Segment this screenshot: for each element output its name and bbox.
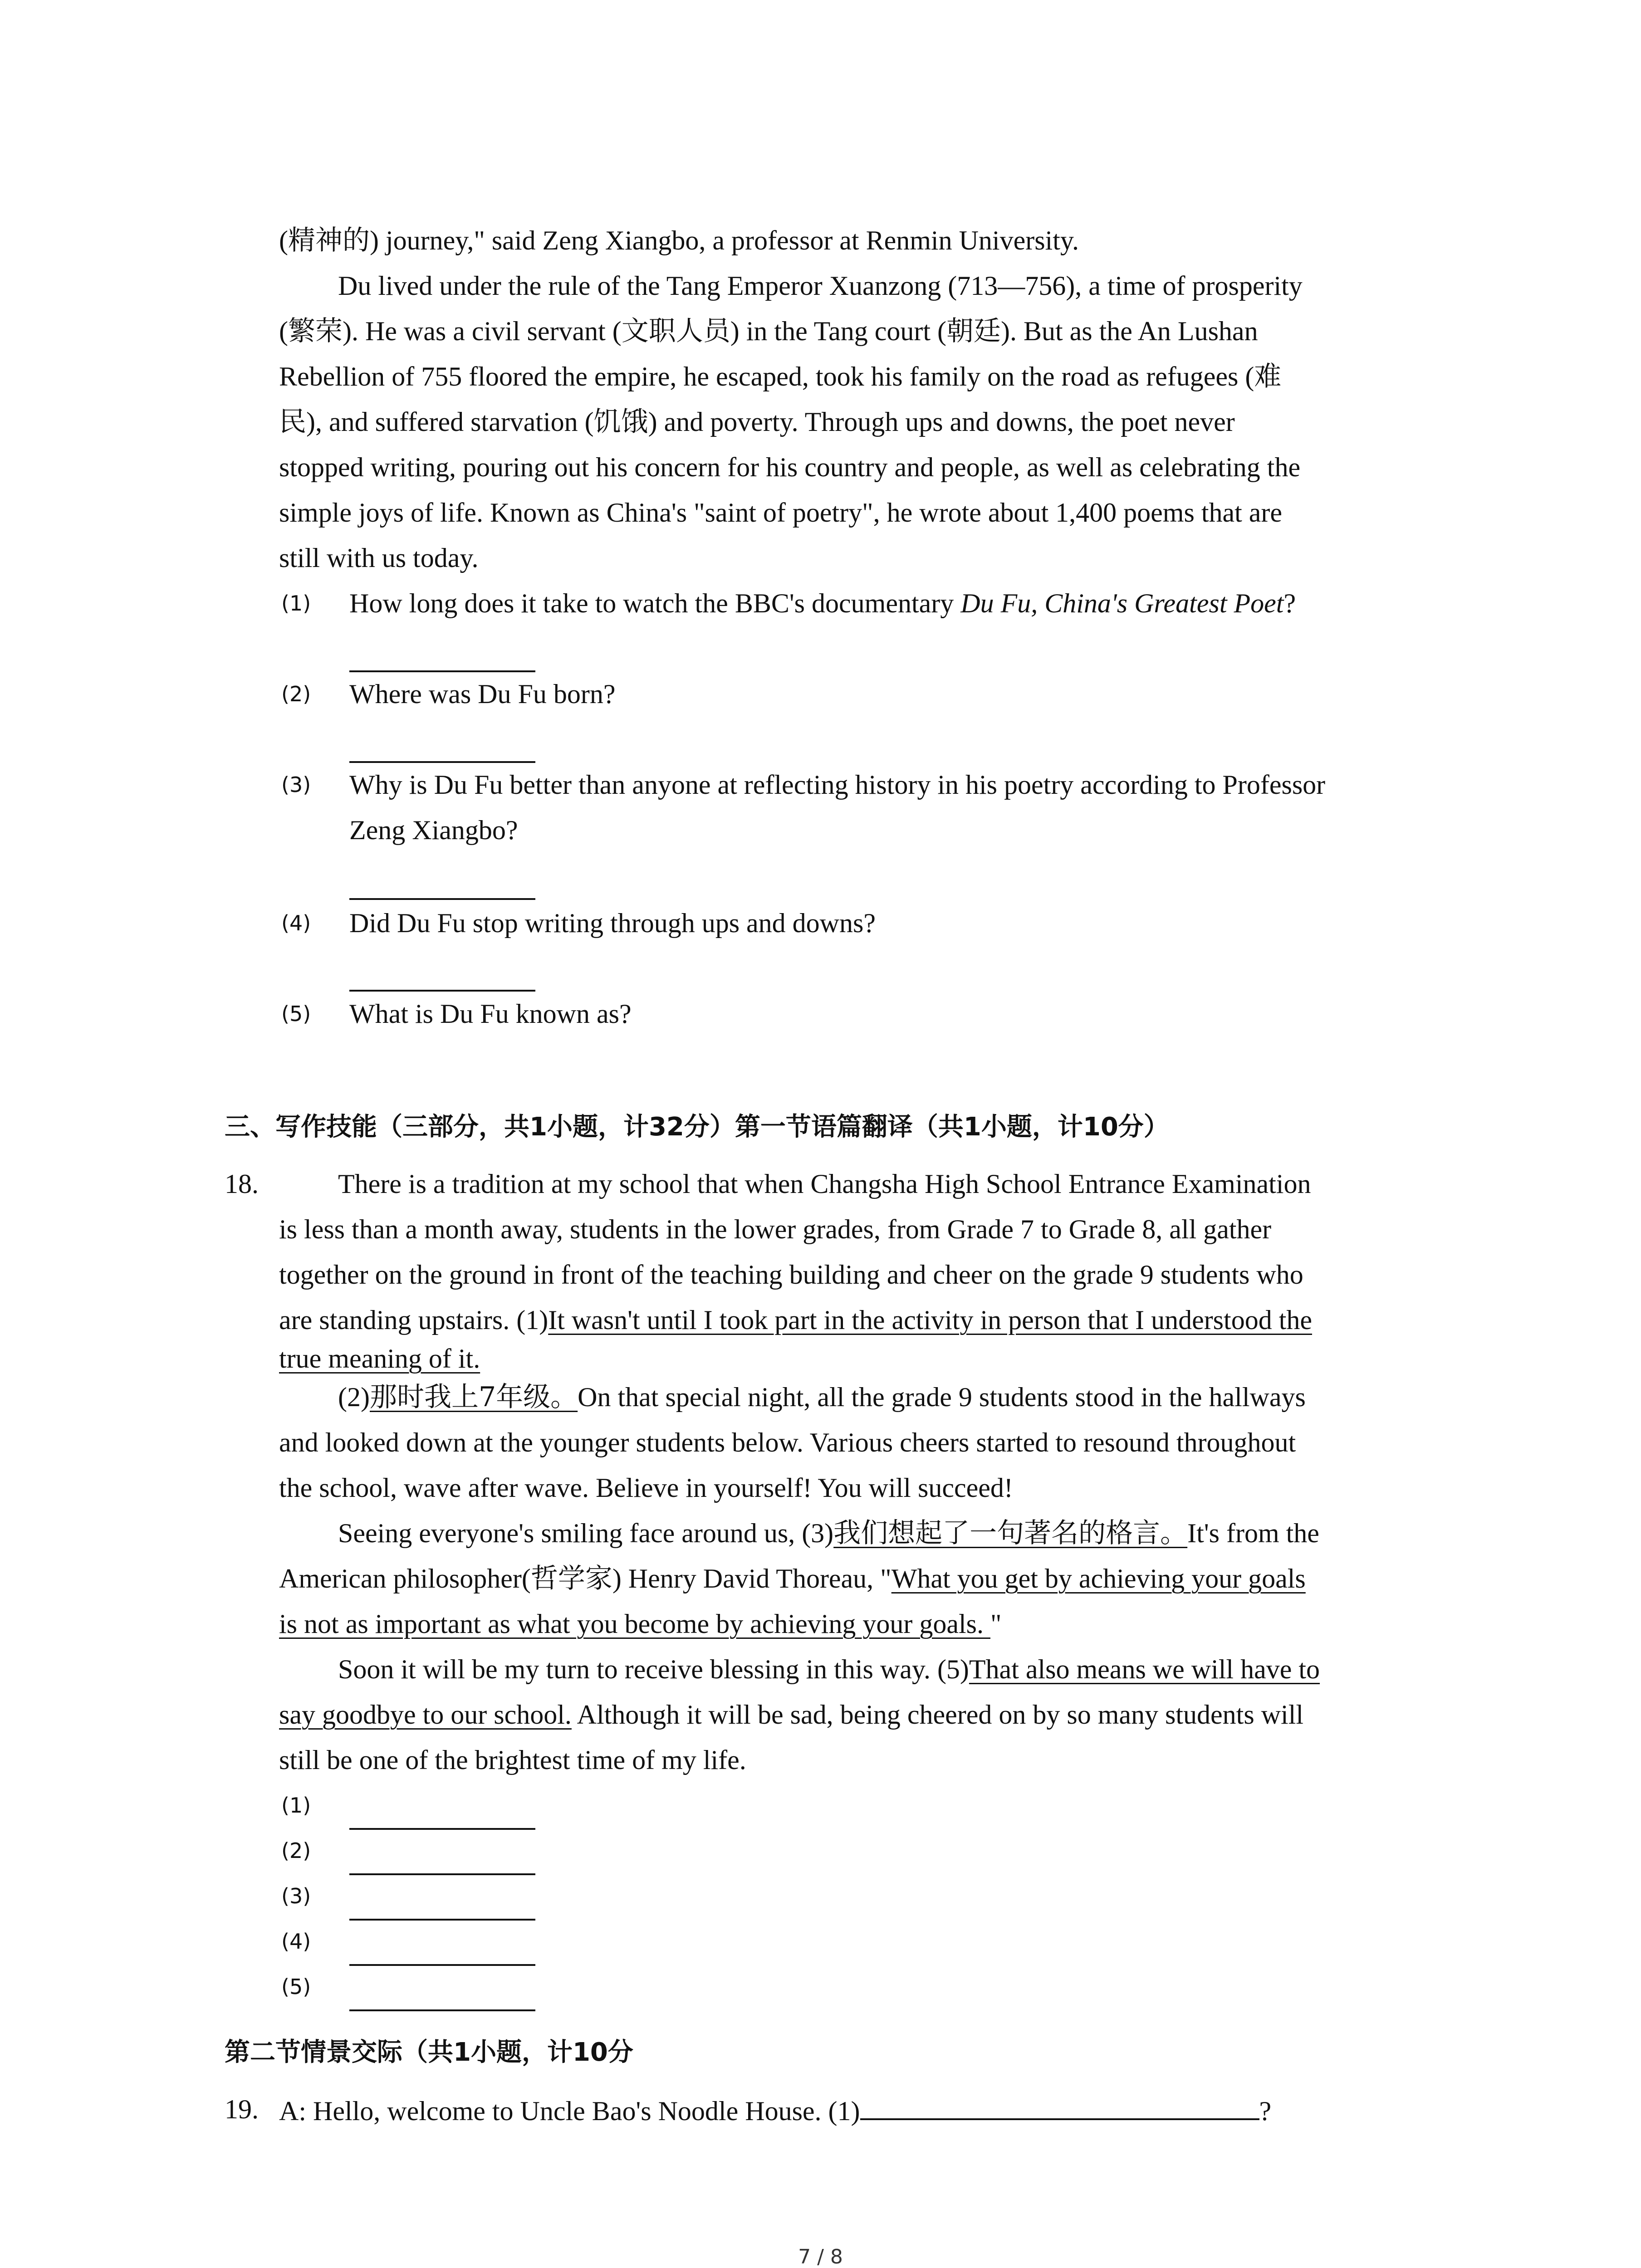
answer-blank[interactable] xyxy=(349,990,535,992)
question-number: (3) xyxy=(281,772,311,797)
question-number: (5) xyxy=(281,1002,311,1026)
passage-line: still be one of the brightest time of my life. xyxy=(279,1745,746,1775)
answer-number: (5) xyxy=(281,1975,311,1999)
translate-sentence-4-cont: is not as important as what you become by achieving your goals. xyxy=(279,1609,990,1639)
passage-line: together on the ground in front of the teaching building and cheer on the grade 9 students who xyxy=(279,1260,1303,1290)
passage-line: still with us today. xyxy=(279,543,479,573)
passage-line: (繁荣). He was a civil servant (文职人员) in the Tang court (朝廷). But as the An Lushan xyxy=(279,316,1258,346)
passage-line: is less than a month away, students in the lower grades, from Grade 7 to Grade 8, all gather xyxy=(279,1214,1272,1244)
passage-line: (精神的) journey," said Zeng Xiangbo, a professor at Renmin University. xyxy=(279,225,1079,255)
answer-blank[interactable] xyxy=(860,2091,1259,2120)
translate-sentence-5: That also means we will have to xyxy=(969,1654,1320,1684)
passage-line: the school, wave after wave. Believe in yourself! You will succeed! xyxy=(279,1473,1013,1503)
question-text: Did Du Fu stop writing through ups and downs? xyxy=(349,908,876,938)
translate-sentence-3: 我们想起了一句著名的格言。 xyxy=(833,1517,1188,1549)
question-text: How long does it take to watch the BBC's documentary Du Fu, China's Greatest Poet? xyxy=(349,588,1296,618)
answer-blank[interactable] xyxy=(349,1873,535,1875)
section-heading: 第二节情景交际（共1小题，计10分 xyxy=(225,2038,633,2067)
answer-number: (2) xyxy=(281,1838,311,1863)
question-number: 19. xyxy=(225,2094,259,2124)
answer-blank[interactable] xyxy=(349,761,535,763)
dialogue-line: A: Hello, welcome to Uncle Bao's Noodle House. (1) ? xyxy=(279,2091,1271,2129)
answer-blank[interactable] xyxy=(349,1919,535,1921)
question-text: What is Du Fu known as? xyxy=(349,999,632,1029)
question-text: Zeng Xiangbo? xyxy=(349,815,518,845)
page-number: 7 / 8 xyxy=(798,2245,843,2268)
passage-line: say goodbye to our school. Although it will be sad, being cheered on by so many students will xyxy=(279,1700,1304,1730)
passage-line: American philosopher(哲学家) Henry David Thoreau, "What you get by achieving your goals xyxy=(279,1564,1306,1593)
translate-sentence-5-cont: say goodbye to our school. xyxy=(279,1700,572,1730)
question-number: (1) xyxy=(281,591,311,616)
passage-line: Du lived under the rule of the Tang Emperor Xuanzong (713—756), a time of prosperity xyxy=(338,271,1303,301)
answer-blank[interactable] xyxy=(349,898,535,900)
answer-blank[interactable] xyxy=(349,1964,535,1966)
passage-line: There is a tradition at my school that when Changsha High School Entrance Examination xyxy=(338,1169,1311,1199)
translate-sentence-4: What you get by achieving your goals xyxy=(891,1564,1306,1593)
question-number: (2) xyxy=(281,682,311,706)
passage-line: Seeing everyone's smiling face around us, (3)我们想起了一句著名的格言。It's from the xyxy=(338,1517,1319,1549)
answer-blank[interactable] xyxy=(349,1828,535,1830)
question-text: Where was Du Fu born? xyxy=(349,679,616,709)
question-text: Why is Du Fu better than anyone at reflecting history in his poetry according to Professor xyxy=(349,770,1326,800)
answer-number: (1) xyxy=(281,1793,311,1818)
passage-line xyxy=(279,1340,480,1377)
question-number: (4) xyxy=(281,911,311,935)
translate-sentence-2: 那时我上7年级。 xyxy=(369,1381,578,1413)
answer-blank[interactable] xyxy=(349,2009,535,2011)
passage-line: and looked down at the younger students below. Various cheers started to resound throughout xyxy=(279,1427,1296,1457)
passage-line: Rebellion of 755 floored the empire, he escaped, took his family on the road as refugees (难 xyxy=(279,362,1282,391)
question-number: 18. xyxy=(225,1169,259,1199)
translate-sentence-1: It wasn't until I took part in the activity in person that I understood the xyxy=(548,1305,1312,1335)
answer-number: (4) xyxy=(281,1929,311,1954)
passage-line: stopped writing, pouring out his concern for his country and people, as well as celebrating the xyxy=(279,452,1301,482)
answer-blank[interactable] xyxy=(349,670,535,672)
passage-line: (2)那时我上7年级。On that special night, all the grade 9 students stood in the hallways xyxy=(338,1381,1306,1413)
passage-line: is not as important as what you become by achieving your goals. " xyxy=(279,1609,1002,1639)
passage-line: 民), and suffered starvation (饥饿) and poverty. Through ups and downs, the poet never xyxy=(279,407,1235,437)
answer-number: (3) xyxy=(281,1884,311,1908)
passage-line: Soon it will be my turn to receive blessing in this way. (5)That also means we will have to xyxy=(338,1654,1320,1684)
translate-sentence-1-cont: true meaning of it. xyxy=(279,1344,480,1374)
section-heading: 三、写作技能（三部分，共1小题，计32分）第一节语篇翻译（共1小题，计10分） xyxy=(225,1112,1169,1142)
passage-line: are standing upstairs. (1)It wasn't until I took part in the activity in person that I understood the xyxy=(279,1305,1312,1335)
passage-line: simple joys of life. Known as China's "saint of poetry", he wrote about 1,400 poems that are xyxy=(279,498,1283,528)
